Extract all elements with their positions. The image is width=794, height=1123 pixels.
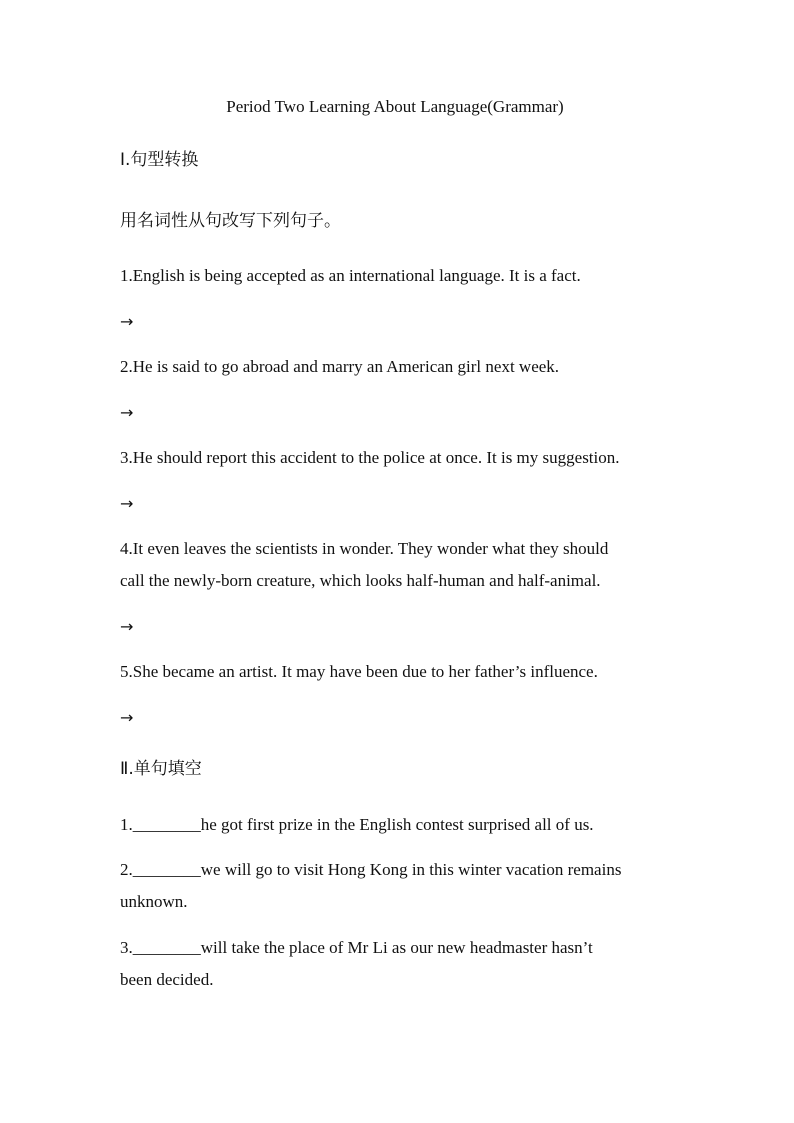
section-instruction: 用名词性从句改写下列句子。 bbox=[120, 211, 341, 231]
section-heading-2: Ⅱ.单句填空 bbox=[120, 759, 202, 779]
exercise-item-3: 3.He should report this accident to the police at once. It is my suggestion. bbox=[120, 448, 620, 467]
fill-item-3-line-1: 3.________will take the place of Mr Li as our new headmaster hasn’t bbox=[120, 938, 593, 957]
answer-arrow-4: → bbox=[120, 617, 134, 636]
answer-arrow-2: → bbox=[120, 403, 134, 422]
section-heading-1: Ⅰ.句型转换 bbox=[120, 150, 199, 170]
answer-arrow-5: → bbox=[120, 708, 134, 727]
exercise-item-2: 2.He is said to go abroad and marry an American girl next week. bbox=[120, 357, 560, 376]
exercise-item-4-line-1: 4.It even leaves the scientists in wonder. They wonder what they should bbox=[120, 539, 609, 558]
fill-item-2-line-1: 2.________we will go to visit Hong Kong in this winter vacation remains bbox=[120, 860, 622, 879]
fill-item-2-line-2: unknown. bbox=[120, 892, 188, 911]
page-title: Period Two Learning About Language(Grammar) bbox=[226, 97, 564, 116]
answer-arrow-3: → bbox=[120, 494, 134, 513]
exercise-item-4-line-2: call the newly-born creature, which looks half-human and half-animal. bbox=[120, 571, 601, 590]
exercise-item-1: 1.English is being accepted as an international language. It is a fact. bbox=[120, 266, 581, 285]
fill-item-3-line-2: been decided. bbox=[120, 970, 214, 989]
exercise-item-5: 5.She became an artist. It may have been due to her father’s influence. bbox=[120, 662, 598, 681]
answer-arrow-1: → bbox=[120, 312, 134, 331]
fill-item-1: 1.________he got first prize in the English contest surprised all of us. bbox=[120, 815, 594, 834]
